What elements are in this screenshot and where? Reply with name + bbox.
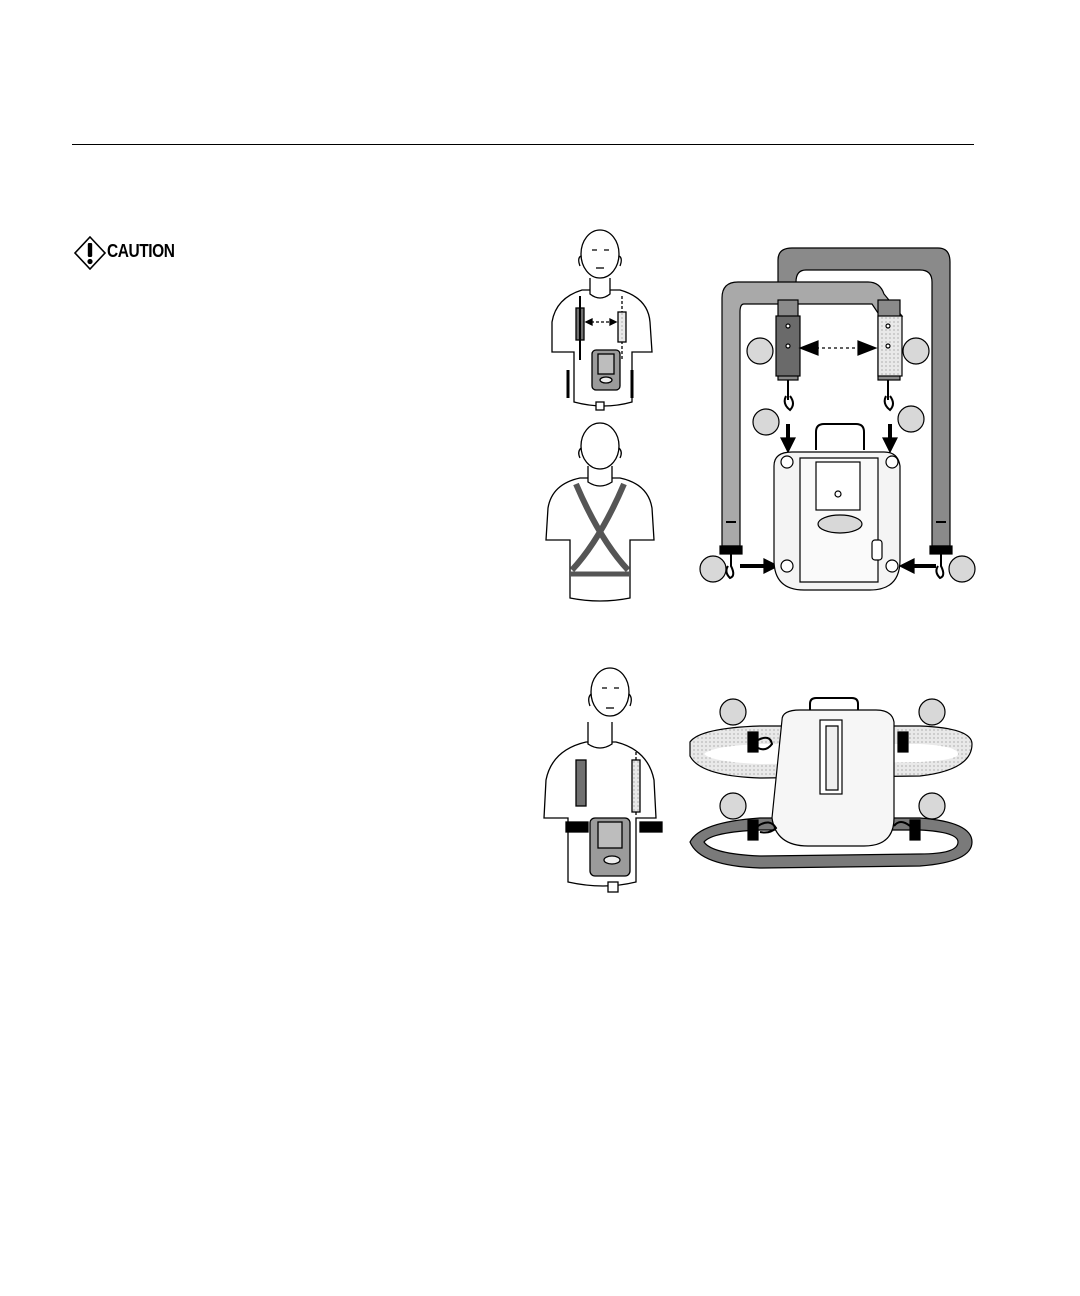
callout-marker <box>720 699 746 725</box>
person-front-harness <box>552 230 652 410</box>
callout-marker <box>720 793 746 819</box>
person-front-belt <box>544 668 662 892</box>
callout-marker <box>919 699 945 725</box>
callout-marker <box>898 406 924 432</box>
callout-marker <box>747 338 773 364</box>
callout-marker <box>949 556 975 582</box>
callout-marker <box>700 556 726 582</box>
caution-label: CAUTION <box>107 241 175 261</box>
callout-marker <box>753 409 779 435</box>
callout-marker <box>903 338 929 364</box>
callout-marker <box>919 793 945 819</box>
person-back-crossed-straps <box>546 423 654 601</box>
